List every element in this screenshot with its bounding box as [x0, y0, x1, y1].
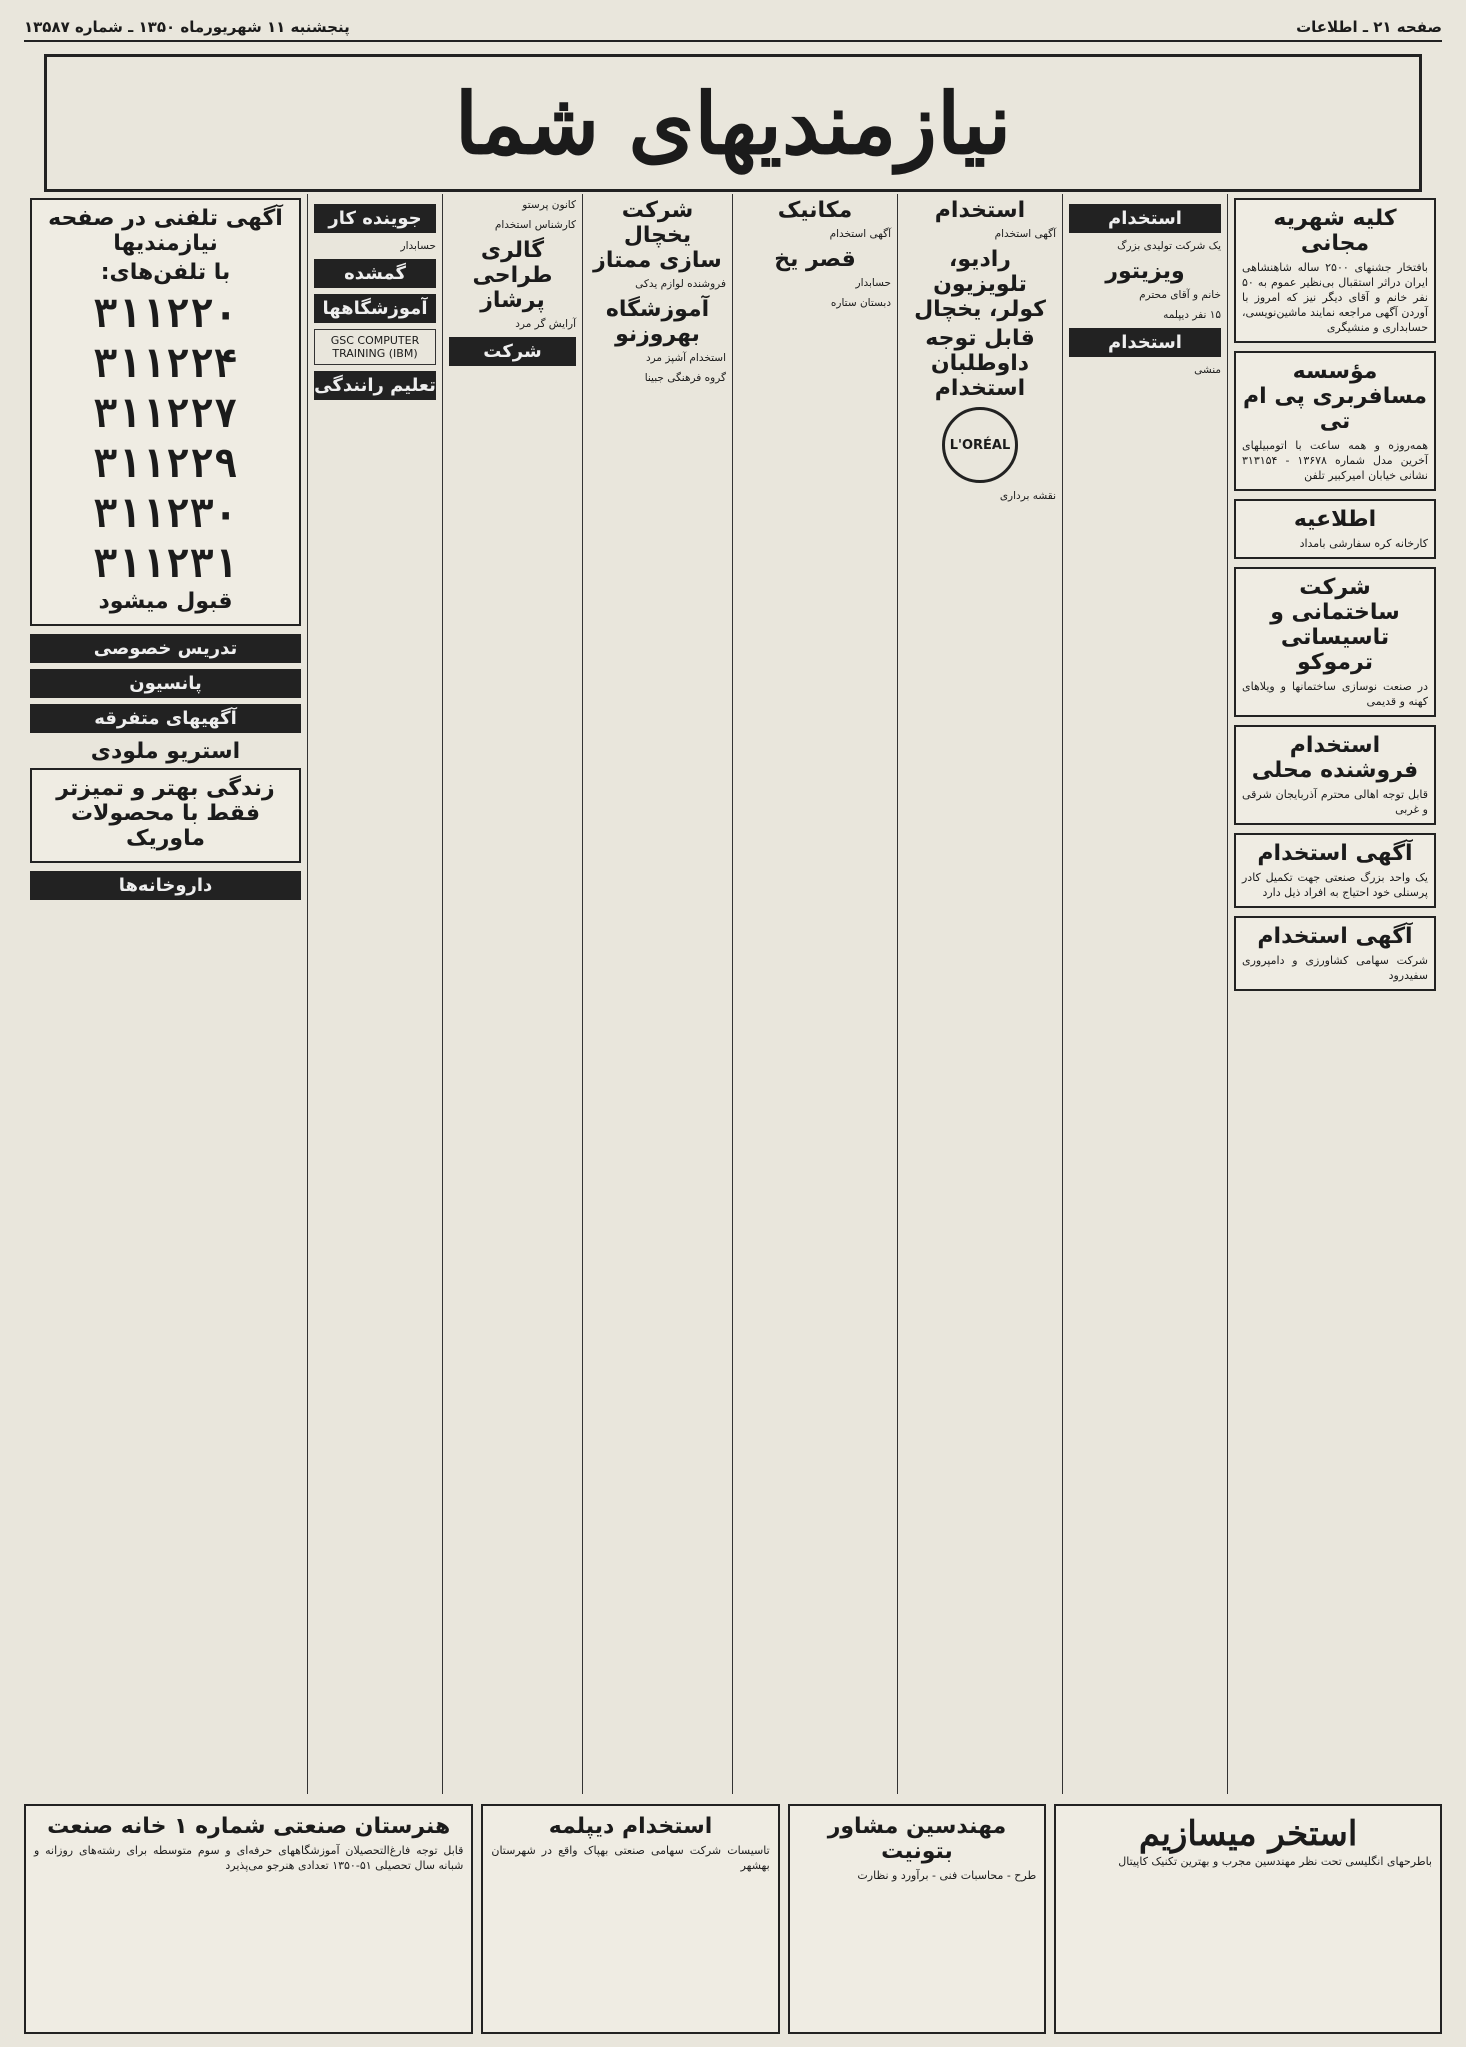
phone-number: ۳۱۱۲۲۹: [93, 441, 238, 487]
ad-text: قابل توجه اهالی محترم آذربایجان شرقی و غربی: [1242, 788, 1428, 816]
classified-item: منشی: [1194, 364, 1221, 376]
ad-consulting-engineers: [788, 1804, 1047, 2034]
ad-phone-lines: [30, 198, 301, 626]
section-heading: داروخانه‌ها: [30, 871, 301, 900]
phone-number: ۳۱۱۲۲۰: [93, 291, 238, 337]
section-heading: آموزشگاهها: [314, 294, 436, 323]
classified-item: آرایش گر مرد: [515, 318, 576, 330]
page-header: [24, 14, 1442, 42]
phone-number: ۳۱۱۲۲۷: [93, 391, 238, 437]
classified-item: آگهی استخدام: [994, 228, 1056, 240]
column-5: [582, 194, 732, 1794]
ad-diploma-hiring: [481, 1804, 779, 2034]
ad-text: یک واحد بزرگ صنعتی جهت تکمیل کادر پرسنلی خود احتیاج به افراد ذیل دارد: [1242, 871, 1428, 899]
ad-text: تاسیسات شرکت سهامی صنعتی بهپاک واقع در شهرستان بهشهر: [491, 1844, 770, 1872]
gsc-computer-logo: GSC COMPUTER TRAINING (IBM): [314, 329, 436, 365]
classified-item: فروشنده لوازم یدکی: [635, 278, 726, 290]
column-6: [442, 194, 582, 1794]
page-label: صفحه ۲۱ ـ اطلاعات: [1296, 18, 1442, 36]
ad-title: آگهی استخدام: [1257, 924, 1413, 949]
ad-title: مؤسسه مسافربری پی ام تی: [1243, 359, 1427, 434]
ad-local-sales: [1234, 725, 1436, 825]
section-heading: گمشده: [314, 259, 436, 288]
classified-heading: ویزیتور: [1105, 259, 1185, 284]
column-1: [1227, 194, 1442, 1794]
ad-text: شرکت سهامی کشاورزی و دامپروری سفیدرود: [1242, 954, 1428, 982]
section-heading: استخدام: [1069, 328, 1221, 357]
classified-heading: استخدام: [934, 198, 1026, 223]
ad-title: مهندسین مشاور بتونیت: [827, 1814, 1007, 1864]
classified-heading: شرکت یخچال سازی ممتاز: [593, 198, 722, 273]
column-3: [897, 194, 1062, 1794]
phone-number: ۳۱۱۲۳۱: [93, 541, 238, 587]
bottom-ads: [24, 1804, 1442, 2034]
classified-columns: [24, 194, 1442, 1794]
phone-number: ۳۱۱۲۲۴: [93, 341, 238, 387]
classified-heading: قصر یخ: [774, 247, 856, 272]
ad-text: طرح - محاسبات فنی - برآورد و نظارت: [857, 1869, 1037, 1882]
section-heading: تعلیم رانندگی: [314, 371, 436, 400]
classified-heading: آموزشگاه بهروزنو: [605, 297, 710, 347]
classified-item: دبستان ستاره: [830, 297, 891, 309]
issue-date: پنجشنبه ۱۱ شهریورماه ۱۳۵۰ ـ شماره ۱۳۵۸۷: [24, 18, 350, 36]
section-heading: استخدام: [1069, 204, 1221, 233]
classified-item: حسابدار: [855, 277, 891, 289]
ad-title: شرکت ساختمانی و تاسیساتی ترموکو: [1270, 575, 1400, 675]
ad-maverick: [30, 768, 301, 863]
section-heading: پانسیون: [30, 669, 301, 698]
ad-construction: [1234, 567, 1436, 717]
ad-text: بافتخار جشنهای ۲۵۰۰ ساله شاهنشاهی ایران دراثر استقبال بی‌نظیر عموم به ۵۰ نفر خانم و آقای دیگر نیز که امروز با آوردن آگهی مراجعه نمایند ماشین‌نویسی، حسابداری و منشیگری: [1242, 261, 1428, 334]
accept-text: قبول میشود: [98, 589, 233, 614]
section-heading: آگهیهای متفرقه: [30, 704, 301, 733]
masthead: [44, 54, 1422, 192]
classified-heading: گالری طراحی پرشاز: [472, 238, 553, 313]
ad-technical-school: [24, 1804, 473, 2034]
classified-item: ۱۵ نفر دیپلمه: [1163, 309, 1221, 321]
newspaper-page: [24, 14, 1442, 2034]
classified-item: آگهی استخدام: [829, 228, 891, 240]
ad-title: استخدام فروشنده محلی: [1251, 733, 1419, 783]
ad-title: آگهی استخدام: [1257, 841, 1413, 866]
ad-free-tuition: [1234, 198, 1436, 343]
classified-heading: قابل توجه داوطلبان استخدام: [925, 326, 1035, 401]
ad-announcement: [1234, 499, 1436, 559]
classified-item: کانون پرستو: [522, 199, 576, 211]
section-heading: شرکت: [449, 337, 576, 366]
logo-text: L'ORÉAL: [949, 437, 1011, 453]
section-heading: جوینده کار: [314, 204, 436, 233]
phone-number: ۳۱۱۲۳۰: [93, 491, 238, 537]
loreal-logo: [942, 407, 1018, 483]
masthead-title: نیازمندیهای شما: [454, 73, 1012, 173]
column-7: [307, 194, 442, 1794]
classified-heading: رادیو، تلویزیون کولر، یخچال: [914, 247, 1046, 322]
ad-title: زندگی بهتر و تمیزتر فقط با محصولات ماوریک: [56, 776, 275, 851]
ad-text: قابل توجه فارغ‌التحصیلان آموزشگاههای حرفه‌ای و سوم متوسطه برای رشته‌های روزانه و شبانه سال تحصیلی ۵۱-۱۳۵۰ تعدادی هنرجو می‌پذیرد: [33, 1844, 464, 1872]
ad-title: آگهی تلفنی در صفحه نیازمندیها: [48, 206, 283, 256]
ad-title: استخر میسازیم: [1138, 1814, 1358, 1854]
column-8: [24, 194, 307, 1794]
column-2: [1062, 194, 1227, 1794]
ad-hiring-industrial: [1234, 833, 1436, 908]
ad-title: اطلاعیه: [1293, 507, 1377, 532]
ad-text: همه‌روزه و همه ساعت با اتومبیلهای آخرین مدل شماره ۱۳۶۷۸ - ۳۱۳۱۵۴ نشانی خیابان امیرکبیر تلفن: [1242, 439, 1428, 482]
classified-item: خانم و آقای محترم: [1139, 289, 1221, 301]
classified-heading: استریو ملودی: [90, 739, 241, 764]
classified-item: حسابدار: [400, 240, 436, 252]
ad-title: استخدام دیپلمه: [548, 1814, 713, 1839]
ad-travel-agency: [1234, 351, 1436, 491]
ad-text: کارخانه کره سفارشی بامداد: [1299, 537, 1428, 550]
section-heading: تدریس خصوصی: [30, 634, 301, 663]
classified-item: کارشناس استخدام: [494, 219, 576, 231]
phones-label: با تلفن‌های:: [100, 260, 231, 285]
classified-item: گروه فرهنگی جبینا: [644, 372, 726, 384]
classified-item: نقشه برداری: [999, 490, 1056, 502]
classified-item: یک شرکت تولیدی بزرگ: [1117, 240, 1221, 252]
ad-hiring-agriculture: [1234, 916, 1436, 991]
ad-title: کلیه شهریه مجانی: [1273, 206, 1397, 256]
classified-item: استخدام آشپز مرد: [645, 352, 726, 364]
ad-text: باطرحهای انگلیسی تحت نظر مهندسین مجرب و بهترین تکنیک کاپیتال: [1118, 1855, 1432, 1868]
classified-heading: مکانیک: [777, 198, 853, 223]
column-4: [732, 194, 897, 1794]
ad-title: هنرستان صنعتی شماره ۱ خانه صنعت: [47, 1814, 451, 1839]
ad-construction-pool: [1054, 1804, 1442, 2034]
ad-text: در صنعت نوسازی ساختمانها و ویلاهای کهنه و قدیمی: [1242, 680, 1428, 708]
